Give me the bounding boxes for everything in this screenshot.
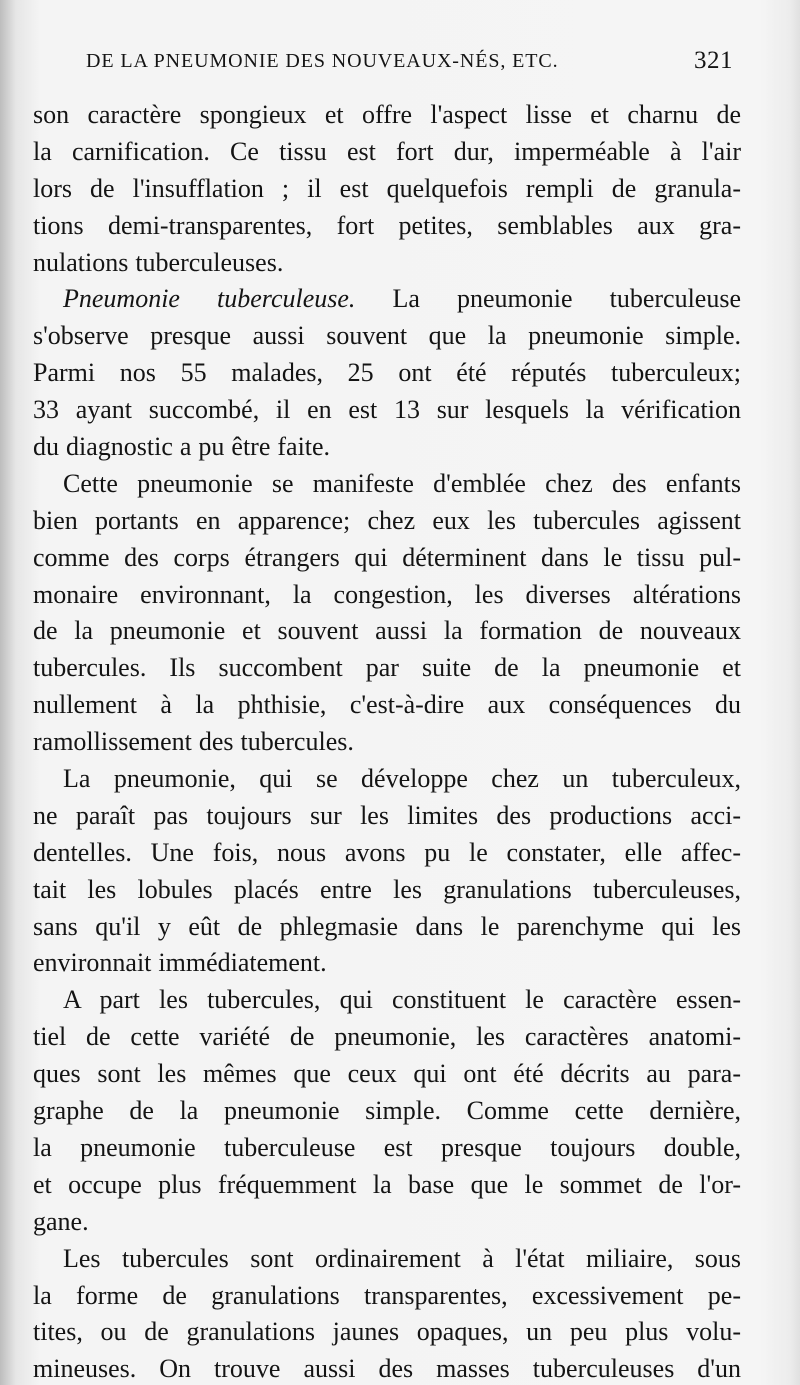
text-line-content: La pneumonie, qui se développe chez un tuberculeux, — [63, 764, 741, 794]
text-line — [33, 134, 741, 171]
text-line-content: son caractère spongieux et offre l'aspect lisse et charnu de — [33, 100, 741, 129]
text-line — [33, 208, 741, 245]
text-line — [33, 171, 741, 208]
text-line-content: ramollissement des tubercules. — [33, 727, 354, 757]
text-line — [33, 798, 741, 835]
text-line — [33, 540, 741, 577]
text-line-content: la forme de granulations transparentes, excessivement pe- — [33, 1280, 741, 1310]
text-line — [33, 355, 741, 392]
text-line-content: de la pneumonie et souvent aussi la formation de nouveaux — [33, 616, 741, 646]
text-line-content: environnait immédiatement. — [33, 948, 327, 978]
text-line-content: monaire environnant, la congestion, les diverses altérations — [33, 579, 741, 609]
text-line-content: Parmi nos 55 malades, 25 ont été réputés tuberculeux; — [33, 358, 741, 388]
text-line-content: la pneumonie tuberculeuse est presque toujours double, — [33, 1132, 741, 1162]
text-line-content: graphe de la pneumonie simple. Comme cette dernière, — [33, 1096, 741, 1126]
text-line-content: La pneumonie tuberculeuse — [355, 284, 741, 314]
text-line — [33, 1204, 741, 1241]
text-line — [33, 1278, 741, 1315]
text-line — [33, 1314, 741, 1351]
text-line — [33, 724, 741, 761]
text-line — [33, 1130, 741, 1167]
text-line-content: bien portants en apparence; chez eux les tubercules agissent — [33, 505, 741, 535]
running-title: DE LA PNEUMONIE DES NOUVEAUX-NÉS, ETC. — [86, 50, 559, 72]
text-line-content: sans qu'il y eût de phlegmasie dans le parenchyme qui les — [33, 911, 741, 941]
text-line — [33, 909, 741, 946]
text-line — [33, 281, 741, 318]
text-line — [33, 687, 741, 724]
text-line-content: nullement à la phthisie, c'est-à-dire aux conséquences du — [33, 690, 741, 720]
text-line-content: comme des corps étrangers qui déterminent dans le tissu pul- — [33, 542, 741, 572]
text-line-content: lors de l'insufflation ; il est quelquefois rempli de granula- — [33, 173, 741, 203]
text-line-content: Les tubercules sont ordinairement à l'état miliaire, sous — [63, 1243, 741, 1273]
text-line — [33, 392, 741, 429]
text-line — [33, 245, 741, 282]
text-line-content: tait les lobules placés entre les granulations tuberculeuses, — [33, 874, 741, 904]
text-line — [33, 1093, 741, 1130]
text-line — [33, 945, 741, 982]
text-line — [33, 1019, 741, 1056]
text-line-content: du diagnostic a pu être faite. — [33, 432, 331, 462]
text-line — [33, 1056, 741, 1093]
text-line-content: dentelles. Une fois, nous avons pu le constater, elle affec- — [33, 837, 741, 867]
text-line — [33, 835, 741, 872]
text-line — [33, 982, 741, 1019]
text-line — [33, 503, 741, 540]
text-line-content: ques sont les mêmes que ceux qui ont été décrits au para- — [33, 1059, 741, 1089]
page-number: 321 — [694, 47, 733, 74]
text-line-content: mineuses. On trouve aussi des masses tuberculeuses d'un — [33, 1354, 741, 1384]
text-line-content: tites, ou de granulations jaunes opaques, un peu plus volu- — [33, 1317, 741, 1347]
text-line — [33, 761, 741, 798]
text-line-content: s'observe presque aussi souvent que la pneumonie simple. — [33, 321, 741, 351]
text-line-content: tubercules. Ils succombent par suite de la pneumonie et — [33, 653, 741, 683]
text-line-content: la carnification. Ce tissu est fort dur, imperméable à l'air — [33, 136, 741, 166]
text-line — [33, 577, 741, 614]
text-line — [33, 1241, 741, 1278]
text-line-content: Cette pneumonie se manifeste d'emblée chez des enfants — [63, 468, 741, 498]
text-line — [33, 1167, 741, 1204]
text-line — [33, 613, 741, 650]
text-line — [33, 429, 741, 466]
text-line-content: tions demi-transparentes, fort petites, semblables aux gra- — [33, 210, 741, 240]
text-line — [33, 872, 741, 909]
section-heading-inline: Pneumonie tuberculeuse. — [63, 284, 356, 314]
text-line-content: A part les tubercules, qui constituent le caractère essen- — [63, 985, 741, 1015]
text-line — [33, 318, 741, 355]
page-header — [86, 47, 733, 80]
text-line-content: gane. — [33, 1206, 89, 1236]
text-line-content: ne paraît pas toujours sur les limites des productions acci- — [33, 800, 741, 830]
text-line-content: nulations tuberculeuses. — [33, 247, 284, 277]
text-line — [33, 650, 741, 687]
text-line — [33, 466, 741, 503]
text-line-content: tiel de cette variété de pneumonie, les caractères anatomi- — [33, 1022, 741, 1052]
body-text — [33, 97, 741, 1385]
text-line — [33, 97, 741, 134]
text-line-content: et occupe plus fréquemment la base que le sommet de l'or- — [33, 1169, 741, 1199]
text-line — [33, 1351, 741, 1385]
text-line-content: 33 ayant succombé, il en est 13 sur lesquels la vérification — [33, 395, 741, 425]
